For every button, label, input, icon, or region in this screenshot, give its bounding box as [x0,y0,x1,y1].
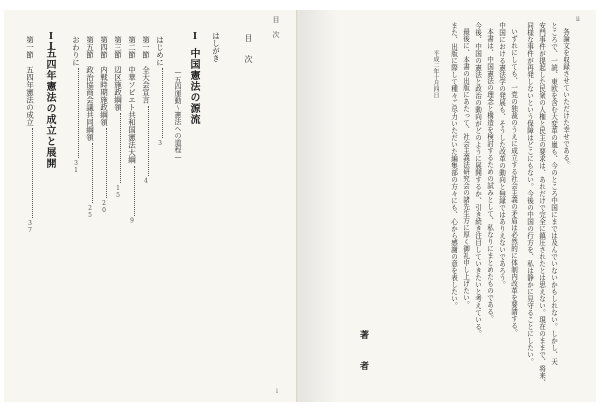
toc-preface-entry: はしがき [211,32,221,62]
book-spread [4,10,596,402]
preface-date: 平成二年十月四日 [432,50,439,98]
body-text-line: いずれにしても、一党の独裁のうえに成立する社会主義の矛盾は必然的に体制内改革を要請する。 [509,28,518,336]
body-text-line: 本書は、中国憲法の理念と構造を検討するための試みとして、私なりにまとめたものである。 [485,28,494,322]
toc-entry: はじめに3 [155,36,165,147]
toc-entry: 第二節 中華ソビエト共和国憲法大綱9 [127,36,137,225]
ghost-text-shadow [300,10,338,402]
chapter1-subtitle: —五四運動～憲法への道程— [174,68,182,161]
chapter2-number: II [46,32,56,52]
chapter1-number: I [190,32,200,42]
toc-entry: 第五節 政治協商会議共同綱領25 [85,36,95,219]
toc-entry: 第一節 五四年憲法の成立37 [25,36,35,234]
body-text-line: 同様な事件が再発しないという保障はどこにもない。今後の中国の行方を、私は静かに見守ることにしたい。 [525,22,534,365]
body-text-line: 今後、中国の憲法と政治の動向がどのように展開するか、引き続き注目していきたいと考えている。 [473,22,482,337]
author-signature: 著 者 [358,330,368,376]
page-number-right: ii [576,16,580,23]
right-page-preface [300,10,596,402]
running-head: 目 次 [272,16,280,38]
page-number-left: i [276,388,278,395]
left-page-contents [4,10,299,402]
chapter1-title: 中国憲法の源流 [188,48,199,125]
body-text-line: 各論文を収録させていただけた幸せである。 [561,28,570,168]
body-text-line: 最後に、本書の出版にあたって、社会主義法研究会の諸先生方に厚く御礼申し上げたい。 [461,28,470,308]
toc-heading: 目 次 [244,34,253,65]
toc-entry: 第一節 全大会宣言4 [141,36,151,185]
body-text-line: 安門事件が提起した民衆の人権と民主の要求は、あれだけで完全に鎮圧されたとは思えない。現在のままで、将来、 [537,22,546,386]
body-text-line: ところで、一読、東欧を含む大変革の嵐も、今のところ中国にまでは及んでいないかもしれない。しかし、天 [549,22,558,365]
toc-entry: 第三節 辺区施政綱領15 [113,36,123,199]
toc-entry: おわりに31 [71,36,81,174]
body-text-line: 中国における憲法学の発展も、そうした改革の動向と無縁ではありえないであろう。 [497,22,506,288]
chapter2-title: 五四年憲法の成立と展開 [44,48,55,169]
toc-entry: 第四節 内戦時期施政綱領20 [99,36,109,214]
body-text-line: また、出版に際して種々ご尽力いただいた編集部の方々にも、心から感謝の意を表したい。 [449,22,458,309]
